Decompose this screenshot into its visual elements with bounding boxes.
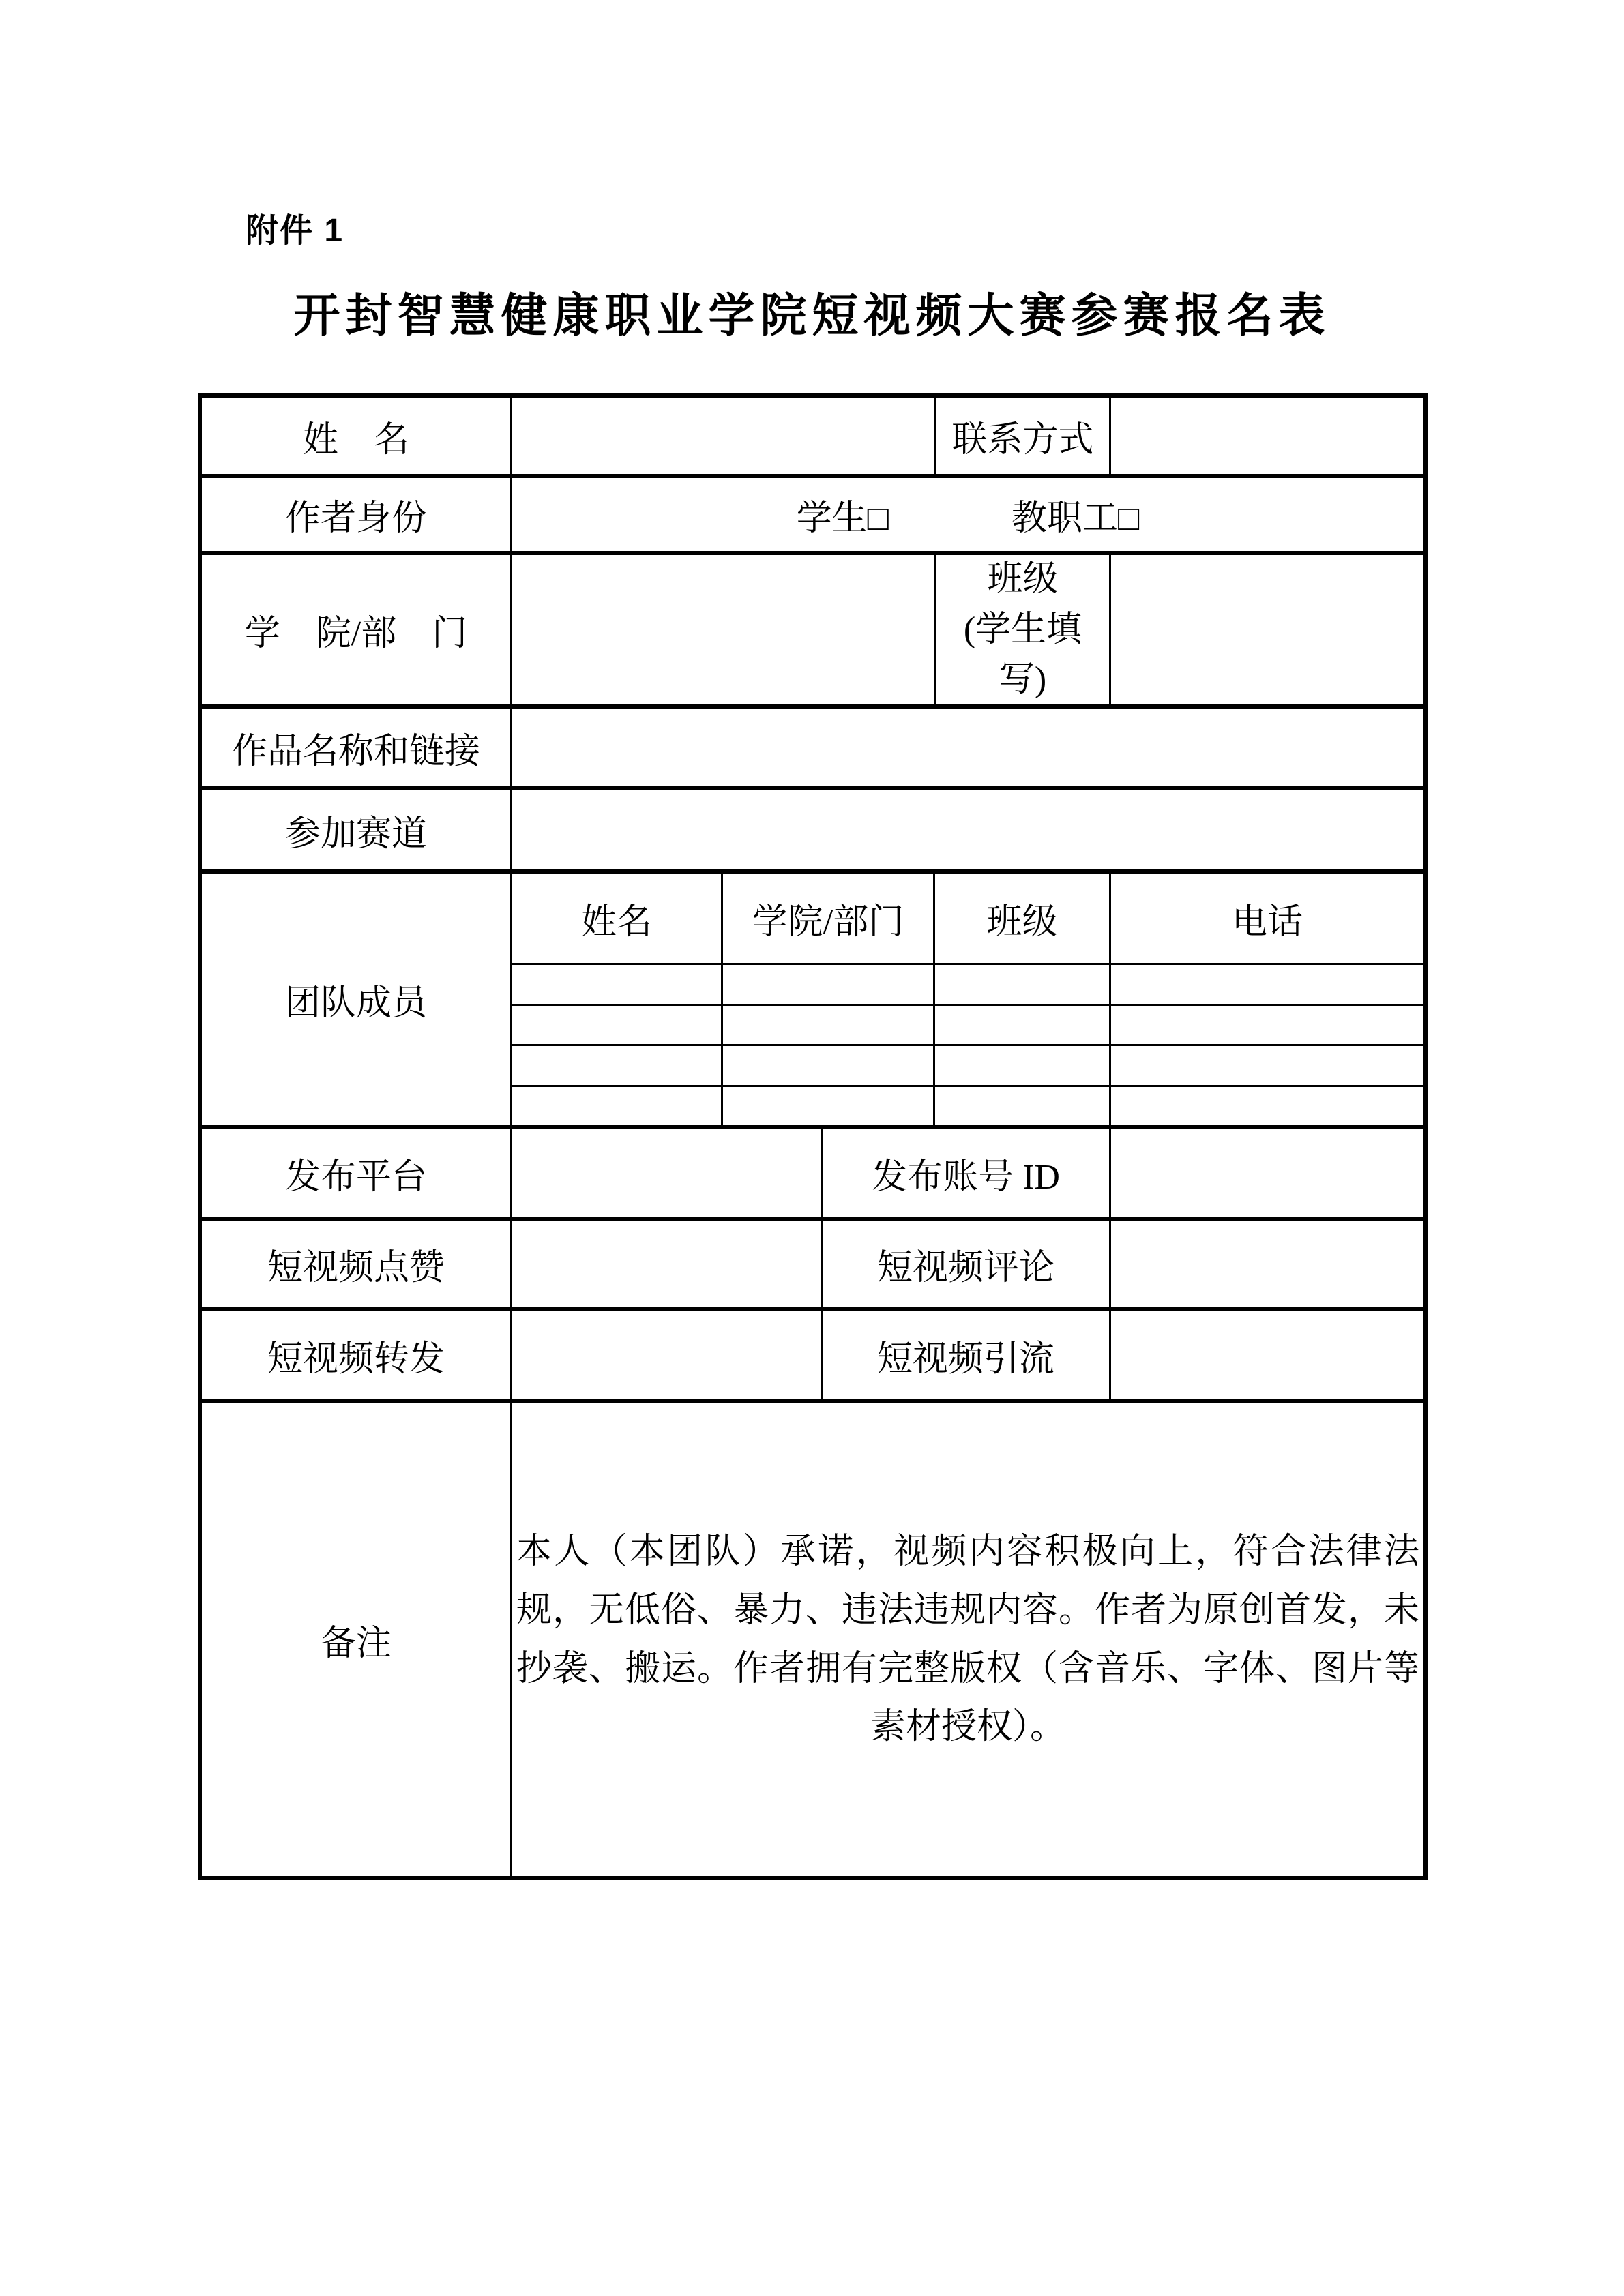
team-member-name-cell[interactable] — [512, 1006, 723, 1044]
team-label: 团队成员 — [202, 874, 512, 1125]
team-member-row — [512, 965, 1423, 1005]
shares-input-cell[interactable] — [512, 1311, 823, 1399]
row-identity — [202, 478, 1423, 555]
team-member-department-cell[interactable] — [723, 1087, 935, 1125]
row-team — [202, 874, 1423, 1129]
team-member-phone-cell[interactable] — [1111, 1087, 1423, 1125]
class-label-line3: 写) — [999, 660, 1047, 700]
row-track — [202, 790, 1423, 874]
team-member-class-cell[interactable] — [935, 1006, 1111, 1044]
remarks-label: 备注 — [202, 1403, 512, 1876]
shares-label: 短视频转发 — [202, 1311, 512, 1399]
team-header-name: 姓名 — [512, 874, 723, 963]
team-member-name-cell[interactable] — [512, 1087, 723, 1125]
row-name — [202, 398, 1423, 478]
platform-input-cell[interactable] — [512, 1129, 823, 1217]
contact-input-cell[interactable] — [1111, 398, 1423, 474]
track-label: 参加赛道 — [202, 790, 512, 869]
team-member-phone-cell[interactable] — [1111, 1006, 1423, 1044]
identity-options-cell — [512, 478, 1423, 551]
row-work — [202, 709, 1423, 790]
team-member-department-cell[interactable] — [723, 1046, 935, 1084]
department-input-cell[interactable] — [512, 555, 936, 704]
contact-label: 联系方式 — [936, 398, 1111, 474]
team-member-row — [512, 1087, 1423, 1125]
likes-input-cell[interactable] — [512, 1221, 823, 1307]
platform-label: 发布平台 — [202, 1129, 512, 1217]
registration-form-table — [198, 393, 1428, 1880]
team-member-class-cell[interactable] — [935, 965, 1111, 1003]
team-member-phone-cell[interactable] — [1111, 1046, 1423, 1084]
team-header-class: 班级 — [935, 874, 1111, 963]
team-member-department-cell[interactable] — [723, 1006, 935, 1044]
comments-input-cell[interactable] — [1111, 1221, 1423, 1307]
team-member-class-cell[interactable] — [935, 1046, 1111, 1084]
student-checkbox-option[interactable]: 学生□ — [796, 499, 889, 538]
comments-label: 短视频评论 — [823, 1221, 1111, 1307]
track-input-cell[interactable] — [512, 790, 1423, 869]
staff-checkbox-option[interactable]: 教职工□ — [1012, 499, 1140, 538]
remarks-content-cell — [512, 1403, 1423, 1876]
team-header-department: 学院/部门 — [723, 874, 935, 963]
team-member-name-cell[interactable] — [512, 965, 723, 1003]
account-input-cell[interactable] — [1111, 1129, 1423, 1217]
department-label: 学 院/部 门 — [202, 555, 512, 704]
traffic-input-cell[interactable] — [1111, 1311, 1423, 1399]
identity-label: 作者身份 — [202, 478, 512, 551]
team-member-department-cell[interactable] — [723, 965, 935, 1003]
class-label-line2: (学生填 — [963, 610, 1082, 649]
class-label-line1: 班级 — [987, 559, 1059, 599]
team-member-class-cell[interactable] — [935, 1087, 1111, 1125]
work-label: 作品名称和链接 — [202, 709, 512, 786]
remarks-text: 本人（本团队）承诺，视频内容积极向上，符合法律法规，无低俗、暴力、违法违规内容。作者为原创首发，未抄袭、搬运。作者拥有完整版权（含音乐、字体、图片等素材授权）。 — [516, 1532, 1419, 1747]
team-header-phone: 电话 — [1231, 903, 1303, 942]
row-remarks — [202, 1403, 1423, 1876]
team-member-row — [512, 1046, 1423, 1086]
row-platform — [202, 1129, 1423, 1221]
work-input-cell[interactable] — [512, 709, 1423, 786]
team-header-row — [512, 874, 1423, 965]
class-input-cell[interactable] — [1111, 555, 1423, 704]
row-department — [202, 555, 1423, 709]
row-likes — [202, 1221, 1423, 1311]
form-title: 开封智慧健康职业学院短视频大赛参赛报名表 — [293, 290, 1331, 342]
account-label: 发布账号 ID — [823, 1129, 1111, 1217]
class-label — [936, 555, 1111, 704]
likes-label: 短视频点赞 — [202, 1221, 512, 1307]
team-member-name-cell[interactable] — [512, 1046, 723, 1084]
team-subtable — [512, 874, 1423, 1125]
attachment-label: 附件 1 — [246, 213, 344, 249]
team-member-row — [512, 1006, 1423, 1046]
row-shares — [202, 1311, 1423, 1403]
identity-options — [512, 489, 1423, 540]
name-input-cell[interactable] — [512, 398, 936, 474]
name-label: 姓 名 — [202, 398, 512, 474]
team-member-phone-cell[interactable] — [1111, 965, 1423, 1003]
traffic-label: 短视频引流 — [823, 1311, 1111, 1399]
